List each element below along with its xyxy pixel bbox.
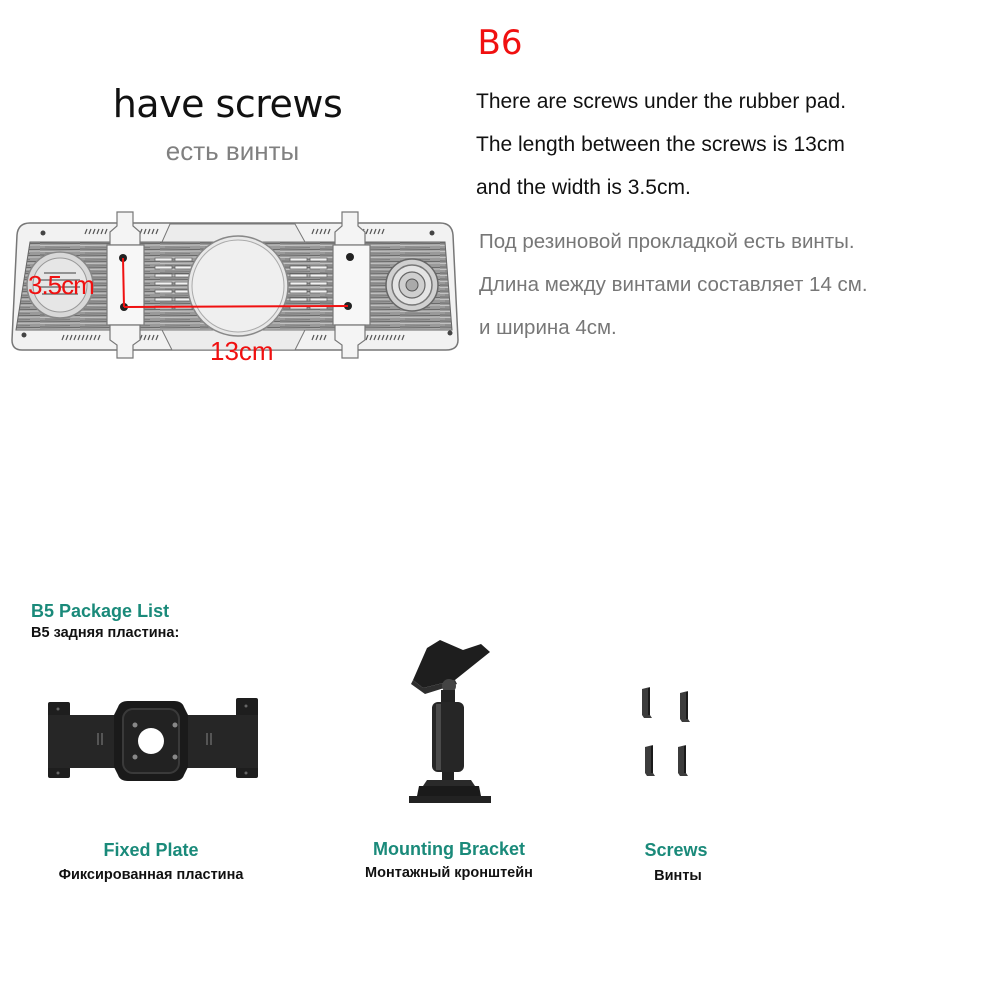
description-en-line: The length between the screws is 13cm bbox=[476, 133, 845, 156]
description-en bbox=[476, 86, 976, 215]
description-en-line: There are screws under the rubber pad. bbox=[476, 90, 847, 113]
package-item-fixed-plate bbox=[38, 838, 264, 885]
screws-heading-ru: есть винты bbox=[165, 136, 300, 166]
item-name-en: Mounting Bracket bbox=[372, 839, 525, 859]
width-dimension-label: 3.5cm bbox=[28, 270, 94, 300]
description-ru-line: и ширина 4см. bbox=[479, 316, 617, 339]
fixed-plate-image bbox=[48, 695, 258, 785]
mounting-bracket-image bbox=[405, 638, 495, 803]
description-ru-line: Длина между винтами составляет 14 см. bbox=[479, 273, 868, 296]
item-name-en: Fixed Plate bbox=[103, 840, 199, 860]
package-list-title: B5 Package List bbox=[31, 601, 170, 621]
package-item-mounting-bracket bbox=[338, 837, 560, 883]
description-ru-line: Под резиновой прокладкой есть винты. bbox=[479, 230, 855, 253]
item-name-ru: Фиксированная пластина bbox=[58, 867, 244, 883]
package-list-subtitle: B5 задняя пластина: bbox=[31, 625, 180, 641]
screws-heading-en: have screws bbox=[112, 82, 343, 126]
fixed-plate-icon bbox=[48, 695, 258, 785]
description-ru bbox=[479, 224, 979, 353]
package-item-screws bbox=[626, 838, 726, 886]
item-name-ru: Винты bbox=[654, 868, 702, 884]
screws-image bbox=[638, 685, 698, 790]
item-name-ru: Монтажный кронштейн bbox=[365, 865, 533, 881]
model-label: B6 bbox=[477, 23, 523, 63]
mounting-bracket-icon bbox=[405, 638, 495, 803]
description-en-line: and the width is 3.5cm. bbox=[476, 176, 691, 199]
item-name-en: Screws bbox=[644, 840, 708, 860]
screws-icon bbox=[638, 685, 698, 790]
mirror-diagram bbox=[0, 200, 460, 380]
length-dimension-label: 13cm bbox=[210, 336, 274, 366]
